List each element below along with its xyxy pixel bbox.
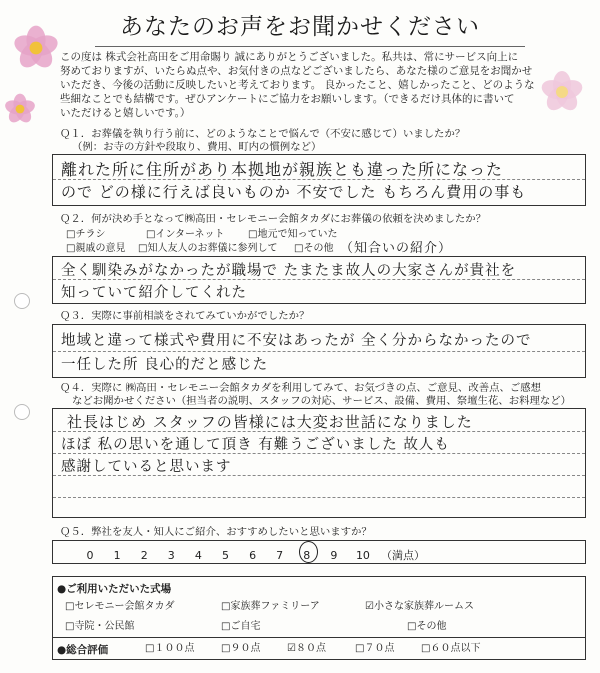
q5-scale-box <box>52 540 586 564</box>
q4-question: Ｑ４．実際に ㈱高田・セレモニー会館タカダを利用してみて、お気づきの点、ご意見、改善点、ご感想 <box>60 382 542 394</box>
q1-answer-line-1: 離れた所に住所があり本拠地が親族とも違った所になった <box>61 160 504 179</box>
q5-question: Ｑ５．弊社を友人・知人にご紹介、おすすめしたいと思いますか？ <box>60 526 372 538</box>
q4-answer-line-3: 感謝していると思います <box>61 459 232 475</box>
venue-heading: ●ご利用いただいた式場 <box>57 583 172 595</box>
scale-9[interactable]: 9 <box>330 549 338 562</box>
q1-answer-box[interactable] <box>52 154 586 206</box>
q3-answer-line-2: 一任した所 良心的だと感じた <box>61 357 269 373</box>
scale-1[interactable]: 1 <box>113 549 121 562</box>
q4-answer-line-1: 社長はじめ スタッフの皆様には大変お世話になりました <box>67 413 473 431</box>
binder-hole-top <box>14 293 30 309</box>
scale-unit: （満点） <box>381 549 426 562</box>
venue-option-rooms[interactable]: ☑小さな家族葬ルームス <box>365 601 474 612</box>
ruled-line <box>53 431 585 432</box>
venue-option-home[interactable]: □ご自宅 <box>221 621 261 632</box>
venue-option-ceremony-hall[interactable]: □セレモニー会館タカダ <box>65 601 175 612</box>
q5-scale <box>79 544 441 563</box>
venue-option-temple[interactable]: □寺院・公民館 <box>65 621 135 632</box>
scale-0[interactable]: 0 <box>86 549 94 562</box>
scale-3[interactable]: 3 <box>167 549 175 562</box>
scale-6[interactable]: 6 <box>249 549 257 562</box>
rating-heading: ●総合評価 <box>57 644 109 656</box>
rating-90[interactable]: □９０点 <box>221 643 261 654</box>
scale-4[interactable]: 4 <box>194 549 202 562</box>
venue-option-other[interactable]: □その他 <box>407 621 447 632</box>
binder-hole-bottom <box>14 404 30 420</box>
q1-question: Ｑ１．お葬儀を執り行う前に、どのようなことで悩んで（不安に感じて）いましたか？ <box>60 128 466 140</box>
venue-option-family-funeral[interactable]: □家族葬ファミリーア <box>221 601 320 612</box>
ruled-line <box>53 279 585 280</box>
q2-option-local[interactable]: □地元で知っていた <box>248 229 338 240</box>
q2-answer-line-2: 知っていて紹介してくれた <box>61 285 247 301</box>
scale-7[interactable]: 7 <box>276 549 284 562</box>
title-underline <box>95 46 525 47</box>
intro-text: この度は 株式会社高田をご用命賜り 誠にありがとうございました。私共は、常にサービス向上に 努めておりますが、いたらぬ点や、お気付きの点などございましたら、あなた様のご意見をお聞かせ いただき、今後の活動に反映したいと考えております。 良かったこと、嬉しかったこと、どのような 些細なことでも結構です。ぜひアンケートにご協力をお願いします。（できるだけ具体的に書いて いただけると嬉しいです。） <box>60 51 535 119</box>
summary-box <box>52 576 586 660</box>
ruled-line <box>53 351 585 352</box>
scale-5[interactable]: 5 <box>221 549 229 562</box>
q2-question: Ｑ２．何が決め手となって㈱高田・セレモニー会館タカダにお葬儀の依頼を決めましたか？ <box>60 213 487 225</box>
q3-answer-box[interactable] <box>52 324 586 378</box>
scale-8[interactable]: 8 <box>303 549 311 562</box>
q3-question: Ｑ３．実際に事前相談をされてみていかがでしたか？ <box>60 310 310 322</box>
page-title: あなたのお声をお聞かせください <box>120 14 480 40</box>
rating-70[interactable]: □７０点 <box>355 643 395 654</box>
q1-sub: （例：お寺の方針や段取り、費用、町内の慣例など） <box>72 141 322 153</box>
q2-option-attended[interactable]: □知人友人のお葬儀に参列して <box>138 243 278 254</box>
flower-decoration-small <box>5 94 36 125</box>
q1-answer-line-2: ので どの様に行えば良いものか 不安でした もちろん費用の事も <box>61 183 527 201</box>
ruled-line <box>53 497 585 498</box>
q4-answer-line-2: ほぼ 私の思いを通して頂き 有難うございました 故人も <box>61 437 450 453</box>
summary-divider <box>53 637 585 638</box>
q2-answer-box[interactable] <box>52 256 586 304</box>
q2-option-internet[interactable]: □インターネット <box>146 229 225 240</box>
q4-answer-box[interactable] <box>52 408 586 518</box>
rating-80[interactable]: ☑８０点 <box>287 643 326 654</box>
ruled-line <box>53 453 585 454</box>
q2-option-other[interactable]: □その他 <box>294 243 334 254</box>
q2-other-note: （知合いの紹介） <box>340 241 453 256</box>
q2-answer-line-1: 全く馴染みがなかったが職場で たまたま故人の大家さんが貴社を <box>61 263 517 279</box>
q4-sub: などお聞かせください（担当者の説明、スタッフの対応、サービス、設備、費用、祭壇生花、お料理など） <box>72 395 572 407</box>
q2-option-flyer[interactable]: □チラシ <box>66 229 106 240</box>
rating-60-below[interactable]: □６０点以下 <box>421 643 481 654</box>
q3-answer-line-1: 地域と違って様式や費用に不安はあったが 全く分からなかったので <box>61 333 532 349</box>
scale-2[interactable]: 2 <box>140 549 148 562</box>
scale-10[interactable]: 10 <box>355 549 370 562</box>
q5-selected-circle <box>299 541 318 563</box>
q2-option-relatives[interactable]: □親戚の意見 <box>66 243 126 254</box>
ruled-line <box>53 179 585 180</box>
ruled-line <box>53 475 585 476</box>
rating-100[interactable]: □１００点 <box>145 643 195 654</box>
